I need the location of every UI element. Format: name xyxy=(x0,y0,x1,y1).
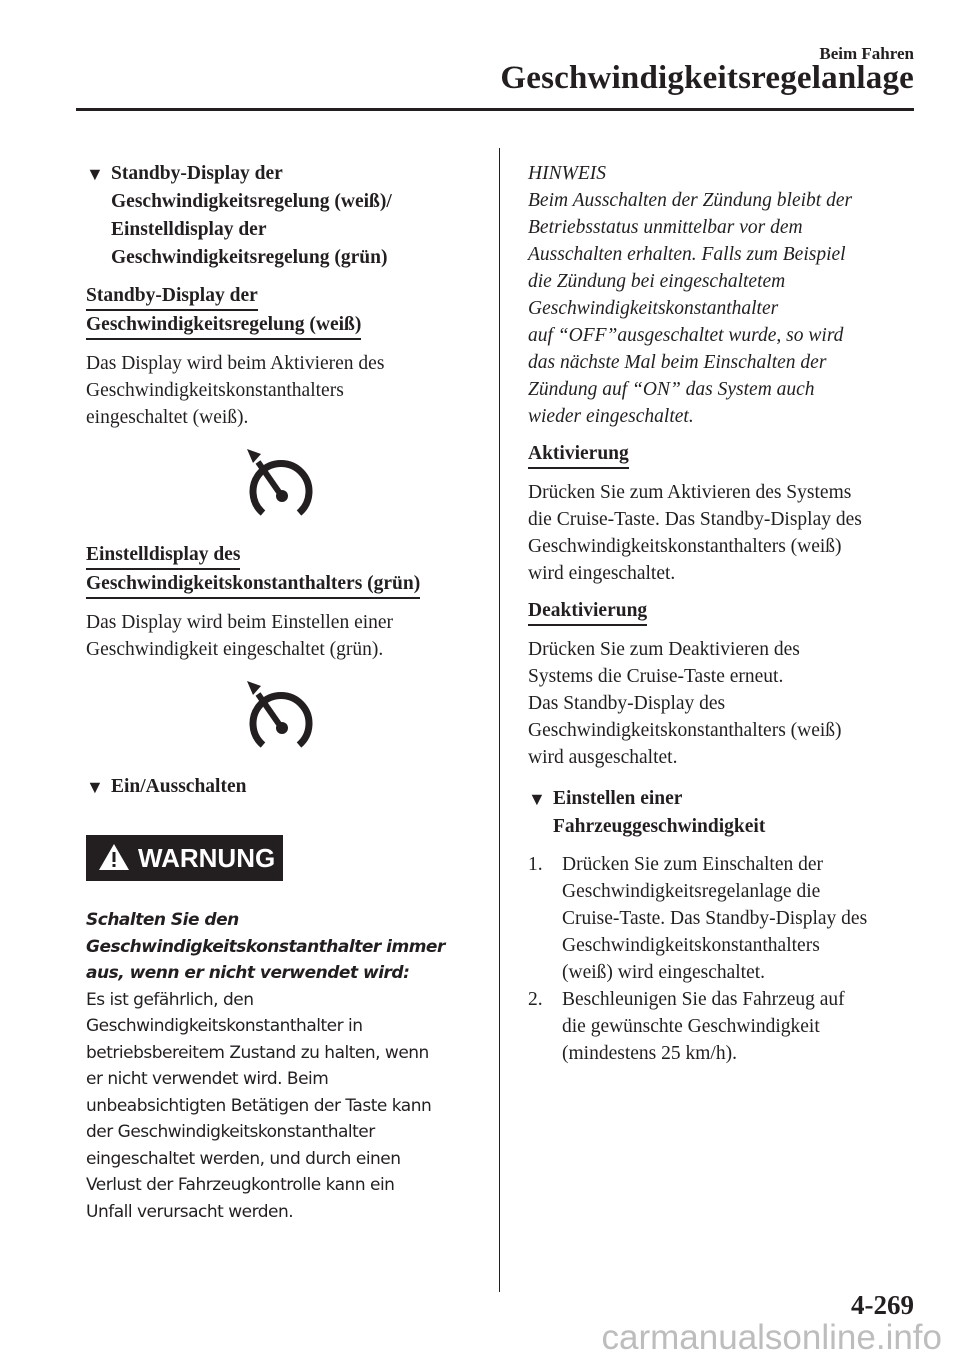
set-speed-steps xyxy=(528,851,920,1067)
triangle-bullet-icon: ▼ xyxy=(528,789,546,809)
section-heading-onoff: ▼ Ein/Ausschalten xyxy=(86,773,476,801)
cruise-set-indicator-icon xyxy=(86,677,476,757)
triangle-bullet-icon: ▼ xyxy=(86,777,104,797)
warning-triangle-icon xyxy=(98,843,130,871)
warning-body: Es ist gefährlich, den Geschwindigkeitskonstanthalter in betriebsbereitem Zustand zu halten, wenn er nicht verwendet wird. Beim unbeabsichtigten Betätigen der Taste kann der Geschwindigkeitskonstanthalter eingeschaltet werden, und durch einen Verlust der Fahrzeugkontrolle kann ein Unfall verursacht werden. xyxy=(86,989,432,1222)
list-item: 1. Drücken Sie zum Einschalten der Geschwindigkeitsregelanlage die Cruise-Taste. Das Standby-Display des Geschwindigkeitskonstanthalters (weiß) wird eingeschaltet. xyxy=(528,854,868,983)
warning-text xyxy=(86,907,476,1225)
paragraph-set: Das Display wird beim Einstellen einer Geschwindigkeit eingeschaltet (grün). xyxy=(86,612,394,660)
subheading-activation: Aktivierung xyxy=(528,440,920,469)
right-column xyxy=(528,160,920,1067)
paragraph-activation: Drücken Sie zum Aktivieren des Systems die Cruise-Taste. Das Standby-Display des Geschwindigkeitskonstanthalters (weiß) wird eingeschaltet. xyxy=(528,482,862,584)
section-heading-set-speed: ▼ Einstellen einer Fahrzeuggeschwindigkeit xyxy=(528,785,920,841)
warning-badge: WARNUNG xyxy=(86,835,283,881)
triangle-bullet-icon: ▼ xyxy=(86,164,104,184)
subheading-deactivation: Deaktivierung xyxy=(528,597,920,626)
left-column xyxy=(86,160,476,1225)
subheading-set-display: Einstelldisplay des Geschwindigkeitskonstanthalters (grün) xyxy=(86,541,476,599)
page-number: 4-269 xyxy=(851,1290,914,1320)
list-item: 2. Beschleunigen Sie das Fahrzeug auf die gewünschte Geschwindigkeit (mindestens 25 km/h). xyxy=(528,989,845,1064)
cruise-standby-indicator-icon xyxy=(86,445,476,525)
watermark: carmanualsonline.info xyxy=(601,1318,942,1357)
paragraph-standby: Das Display wird beim Aktivieren des Geschwindigkeitskonstanthalters eingeschaltet (weiß). xyxy=(86,353,385,428)
section-heading-display: ▼ Standby-Display der Geschwindigkeitsregelung (weiß)/ Einstelldisplay der Geschwindigkeitsregelung (grün) xyxy=(86,160,476,272)
subheading-standby-display: Standby-Display der Geschwindigkeitsregelung (weiß) xyxy=(86,282,476,340)
running-header-title: Geschwindigkeitsregelanlage xyxy=(500,60,914,96)
column-divider xyxy=(499,148,500,1292)
hinweis-note: HINWEIS Beim Ausschalten der Zündung bleibt der Betriebsstatus unmittelbar vor dem Ausschalten erhalten. Falls zum Beispiel die Zündung bei eingeschaltetem Geschwindigkeitskonstanthalter auf “OFF”ausgeschaltet wurde, so wird das nächste Mal beim Einschalten der Zündung auf “ON” das System auch wieder eingeschaltet. xyxy=(528,160,920,430)
header-rule xyxy=(76,108,914,111)
warning-summary: Schalten Sie den Geschwindigkeitskonstanthalter immer aus, wenn er nicht verwendet wird: xyxy=(86,910,445,983)
hinweis-label: HINWEIS xyxy=(528,163,606,184)
paragraph-deactivation: Drücken Sie zum Deaktivieren des Systems die Cruise-Taste erneut. Das Standby-Display des Geschwindigkeitskonstanthalters (weiß) wird ausgeschaltet. xyxy=(528,639,842,768)
running-header-section: Beim Fahren xyxy=(819,44,914,63)
